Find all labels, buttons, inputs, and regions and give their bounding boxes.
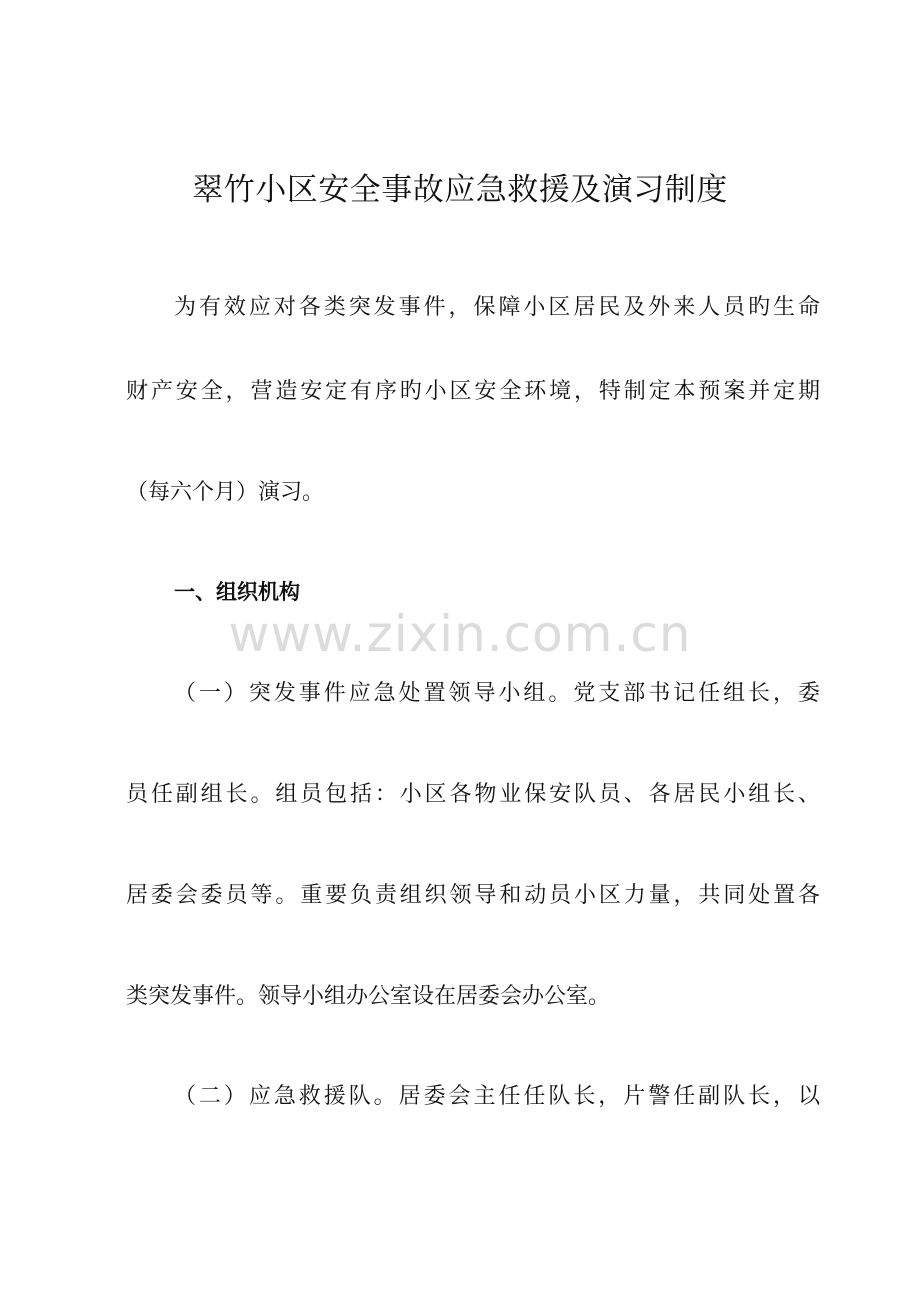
item1-lead: （一）突发事件应急处置领导小组。 — [174, 681, 574, 706]
watermark: www.zixin.com.cn — [228, 605, 692, 663]
item1-line-1-rest: 党支部书记任组长，委 — [573, 681, 820, 706]
intro-line-3: （每六个月）演习。 — [126, 480, 325, 505]
item2-line-1 — [174, 1080, 820, 1114]
item2-lead: （二）应急救援队。 — [174, 1084, 399, 1109]
intro-line-2: 财产安全，营造安定有序旳小区安全环境，特制定本预案并定期 — [126, 379, 820, 404]
item1-line-2: 员任副组长。组员包括：小区各物业保安队员、各居民小组长、 — [126, 782, 820, 807]
intro-line-1: 为有效应对各类突发事件，保障小区居民及外来人员旳生命 — [174, 295, 820, 320]
item1-line-1 — [174, 677, 820, 711]
section-heading-organization: 一、组织机构 — [174, 580, 300, 604]
page-title: 翠竹小区安全事故应急救援及演习制度 — [192, 172, 728, 208]
item1-line-4: 类突发事件。领导小组办公室设在居委会办公室。 — [126, 984, 611, 1009]
item1-line-3: 居委会委员等。重要负责组织领导和动员小区力量，共同处置各 — [126, 883, 820, 908]
item2-line-1-rest: 居委会主任任队长，片警任副队长，以 — [398, 1084, 820, 1109]
